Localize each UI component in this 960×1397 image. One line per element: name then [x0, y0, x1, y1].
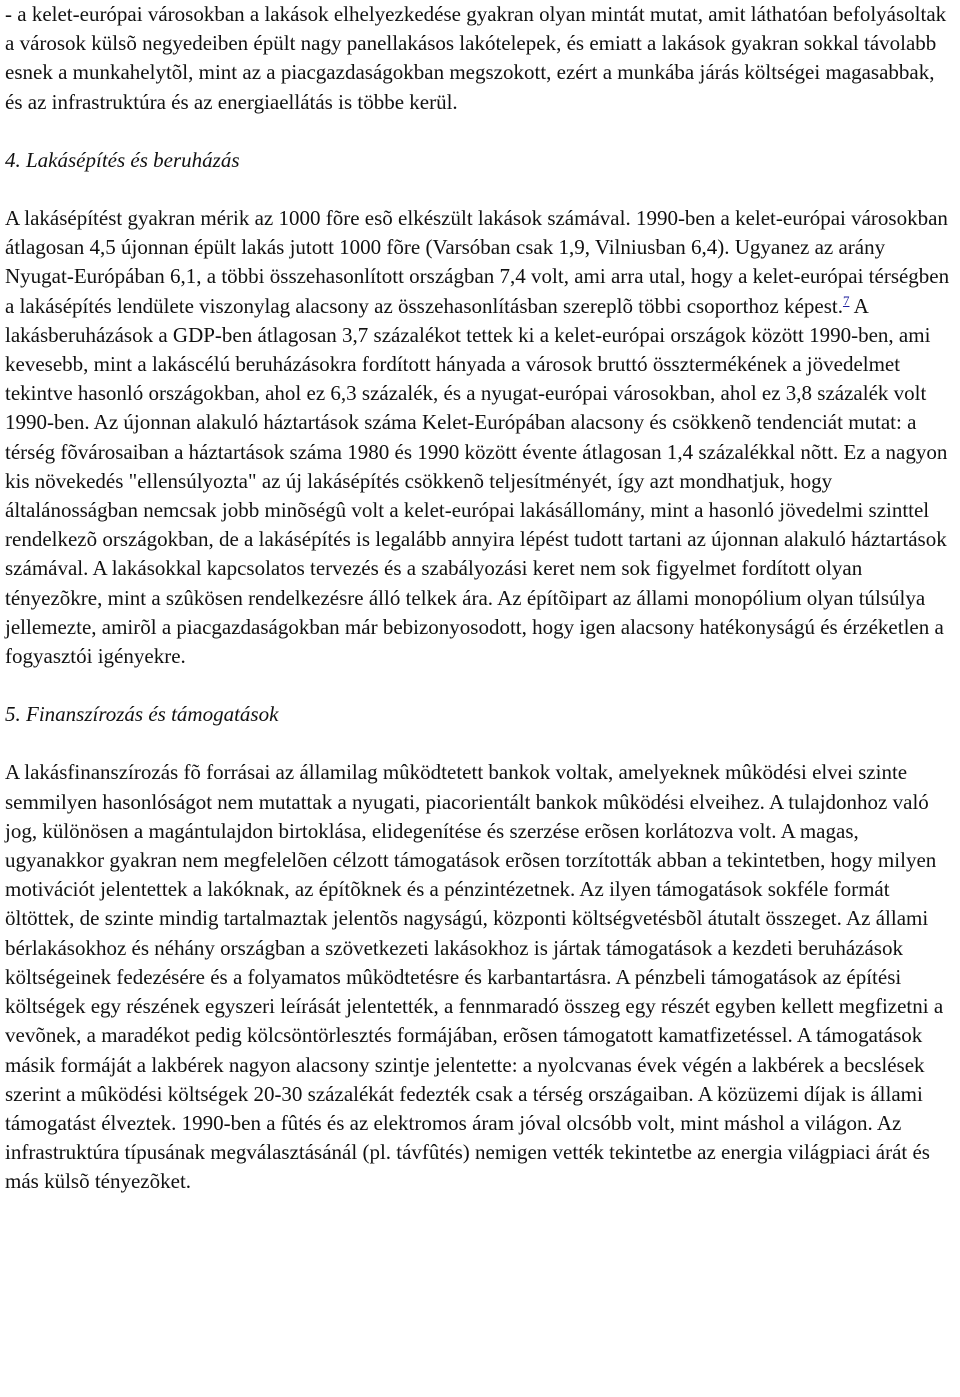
spacer [5, 175, 955, 204]
section-4-text-part-2: A lakásberuházások a GDP-ben átlagosan 3,7 százalékot tettek ki a kelet-európai országok között 1990-ben, ami kevesebb, mint a lakáscélú beruházásokra fordított hányada a városok bruttó össztermékének a jövedelmet tekintve hasonló országokban, ahol ez 6,3 százalék, és a nyugat-európai városokban, ahol ez 3,8 százalék volt 1990-ben. Az újonnan alakuló háztartások száma Kelet-Európában alacsony és csökkenõ tendenciát mutat: a térség fõvárosaiban a háztartások száma 1980 és 1990 között évente átlagosan 1,4 százalékkal nõtt. Ez a nagyon kis növekedés "ellensúlyozta" az új lakásépítés csökkenõ teljesítményét, így azt mondhatjuk, hogy általánosságban nemcsak jobb minõségû volt a kelet-európai lakásállomány, mint a hasonló jövedelmi szinttel rendelkezõ országokban, de a lakásépítés is legalább annyira lépést tudott tartani az újonnan alakuló háztartások számával. A lakásokkal kapcsolatos tervezés és a szabályozási keret nem sok figyelmet fordított olyan tényezõkre, mint a szûkösen rendelkezésre álló telkek ára. Az építõipart az állami monopólium olyan túlsúlya jellemezte, amirõl a piacgazdaságokban már bebizonyosodott, hogy igen alacsony hatékonyságú és érzéketlen a fogyasztói igényekre. [5, 293, 948, 669]
spacer [5, 117, 955, 146]
spacer [5, 729, 955, 758]
spacer [5, 671, 955, 700]
document-page [5, 0, 955, 1197]
section-5-paragraph: A lakásfinanszírozás fõ forrásai az államilag mûködtetett bankok voltak, amelyeknek mûködési elvei szinte semmilyen hasonlóságot nem mutattak a nyugati, piacorientált bankok mûködési elveihez. A tulajdonhoz való jog, különösen a magántulajdon birtoklása, elidegenítése és szerzése erõsen korlátozva volt. A magas, ugyanakkor gyakran nem megfelelõen célzott támogatások erõsen torzították abban a tekintetben, hogy milyen motivációt jelentettek a lakóknak, az építõknek és a pénzintézetnek. Az ilyen támogatások sokféle formát öltöttek, de szinte mindig tartalmaztak jelentõs nagyságú, központi költségvetésbõl átutalt összeget. Az állami bérlakásokhoz és néhány országban a szövetkezeti lakásokhoz is jártak támogatások a kezdeti beruházások költségeinek fedezésére és a folyamatos mûködtetésre és karbantartásra. A pénzbeli támogatások az építési költségek egy részének egyszeri leírását jelentették, a fennmaradó összeg egy részét egyben kellett megfizetni a vevõnek, a maradékot pedig kölcsöntörlesztés formájában, erõsen támogatott kamatfizetéssel. A támogatások másik formáját a lakbérek nagyon alacsony szintje jelentette: a nyolcvanas évek végén a lakbérek a becslések szerint a mûködési költségek 20-30 százalékát fedezték csak a térség országaiban. A közüzemi díjak is állami támogatást élveztek. 1990-ben a fûtés és az elektromos áram jóval olcsóbb volt, mint máshol a világon. Az infrastruktúra típusának megválasztásánál (pl. távfûtés) nemigen vették tekintetbe az energia világpiaci árát és más külsõ tényezõket. [5, 760, 944, 1194]
section-4-heading: 4. Lakásépítés és beruházás [5, 147, 240, 172]
section-4-text-part-1: A lakásépítést gyakran mérik az 1000 fõre esõ elkészült lakások számával. 1990-ben a kelet-európai városokban átlagosan 4,5 újonnan épült lakás jutott 1000 fõre (Varsóban csak 1,9, Vilniusban 6,4). Ugyanez az arány Nyugat-Európában 6,1, a többi összehasonlított országban 7,4 volt, ami arra utal, hogy a kelet-európai térségben a lakásépítés lendülete viszonylag alacsony az összehasonlításban szereplõ többi csoporthoz képest. [5, 206, 950, 318]
section-5-heading: 5. Finanszírozás és támogatások [5, 702, 279, 727]
footnote-7-link[interactable]: 7 [842, 292, 850, 308]
section-4-paragraph [5, 204, 955, 671]
intro-paragraph: - a kelet-európai városokban a lakások elhelyezkedése gyakran olyan mintát mutat, amit láthatóan befolyásoltak a városok külsõ negyedeiben épült nagy panellakásos lakótelepek, és emiatt a lakások gyakran sokkal távolabb esnek a munkahelytõl, mint az a piacgazdaságokban megszokott, ezért a munkába járás költségei magasabbak, és az infrastruktúra és az energiaellátás is többe kerül. [5, 2, 947, 114]
